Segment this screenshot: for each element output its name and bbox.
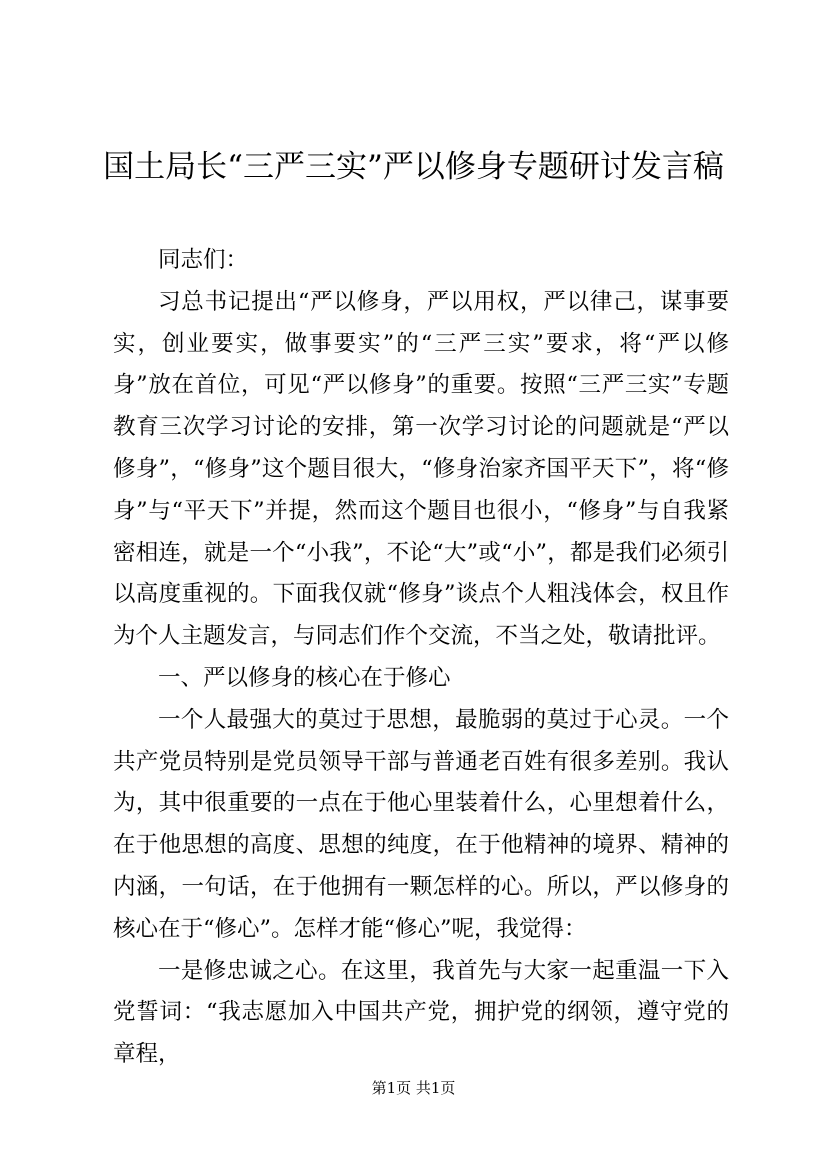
document-title: 国土局长“三严三实”严以修身专题研讨发言稿 [103, 149, 724, 185]
document-body [113, 240, 729, 1076]
body-paragraph: 一个人最强大的莫过于思想，最脆弱的莫过于心灵。一个共产党员特别是党员领导干部与普通老百姓有很多差别。我认为，其中很重要的一点在于他心里装着什么，心里想着什么，在于他思想的高度、思想的纯度，在于他精神的境界、精神的内涵，一句话，在于他拥有一颗怎样的心。所以，严以修身的核心在于“修心”。怎样才能“修心”呢，我觉得： [113, 706, 729, 942]
page-footer: 第1页 共1页 [371, 1079, 456, 1097]
salutation-paragraph: 同志们： [158, 247, 249, 273]
intro-paragraph: 习总书记提出“严以修身，严以用权，严以律己，谋事要实，创业要实，做事要实”的“三严三实”要求，将“严以修身”放在首位，可见“严以修身”的重要。按照“三严三实”专题教育三次学习讨论的安排，第一次学习讨论的问题就是“严以修身”，“修身”这个题目很大，“修身治家齐国平天下”，将“修身”与“平天下”并提，然而这个题目也很小，“修身”与自我紧密相连，就是一个“小我”，不论“大”或“小”，都是我们必须引以高度重视的。下面我仅就“修身”谈点个人粗浅体会，权且作为个人主题发言，与同志们作个交流，不当之处，敬请批评。 [113, 288, 729, 650]
body-paragraph: 一是修忠诚之心。在这里，我首先与大家一起重温一下入党誓词：“我志愿加入中国共产党，拥护党的纲领，遵守党的章程， [113, 957, 729, 1068]
section-heading: 一、严以修身的核心在于修心 [158, 664, 451, 691]
